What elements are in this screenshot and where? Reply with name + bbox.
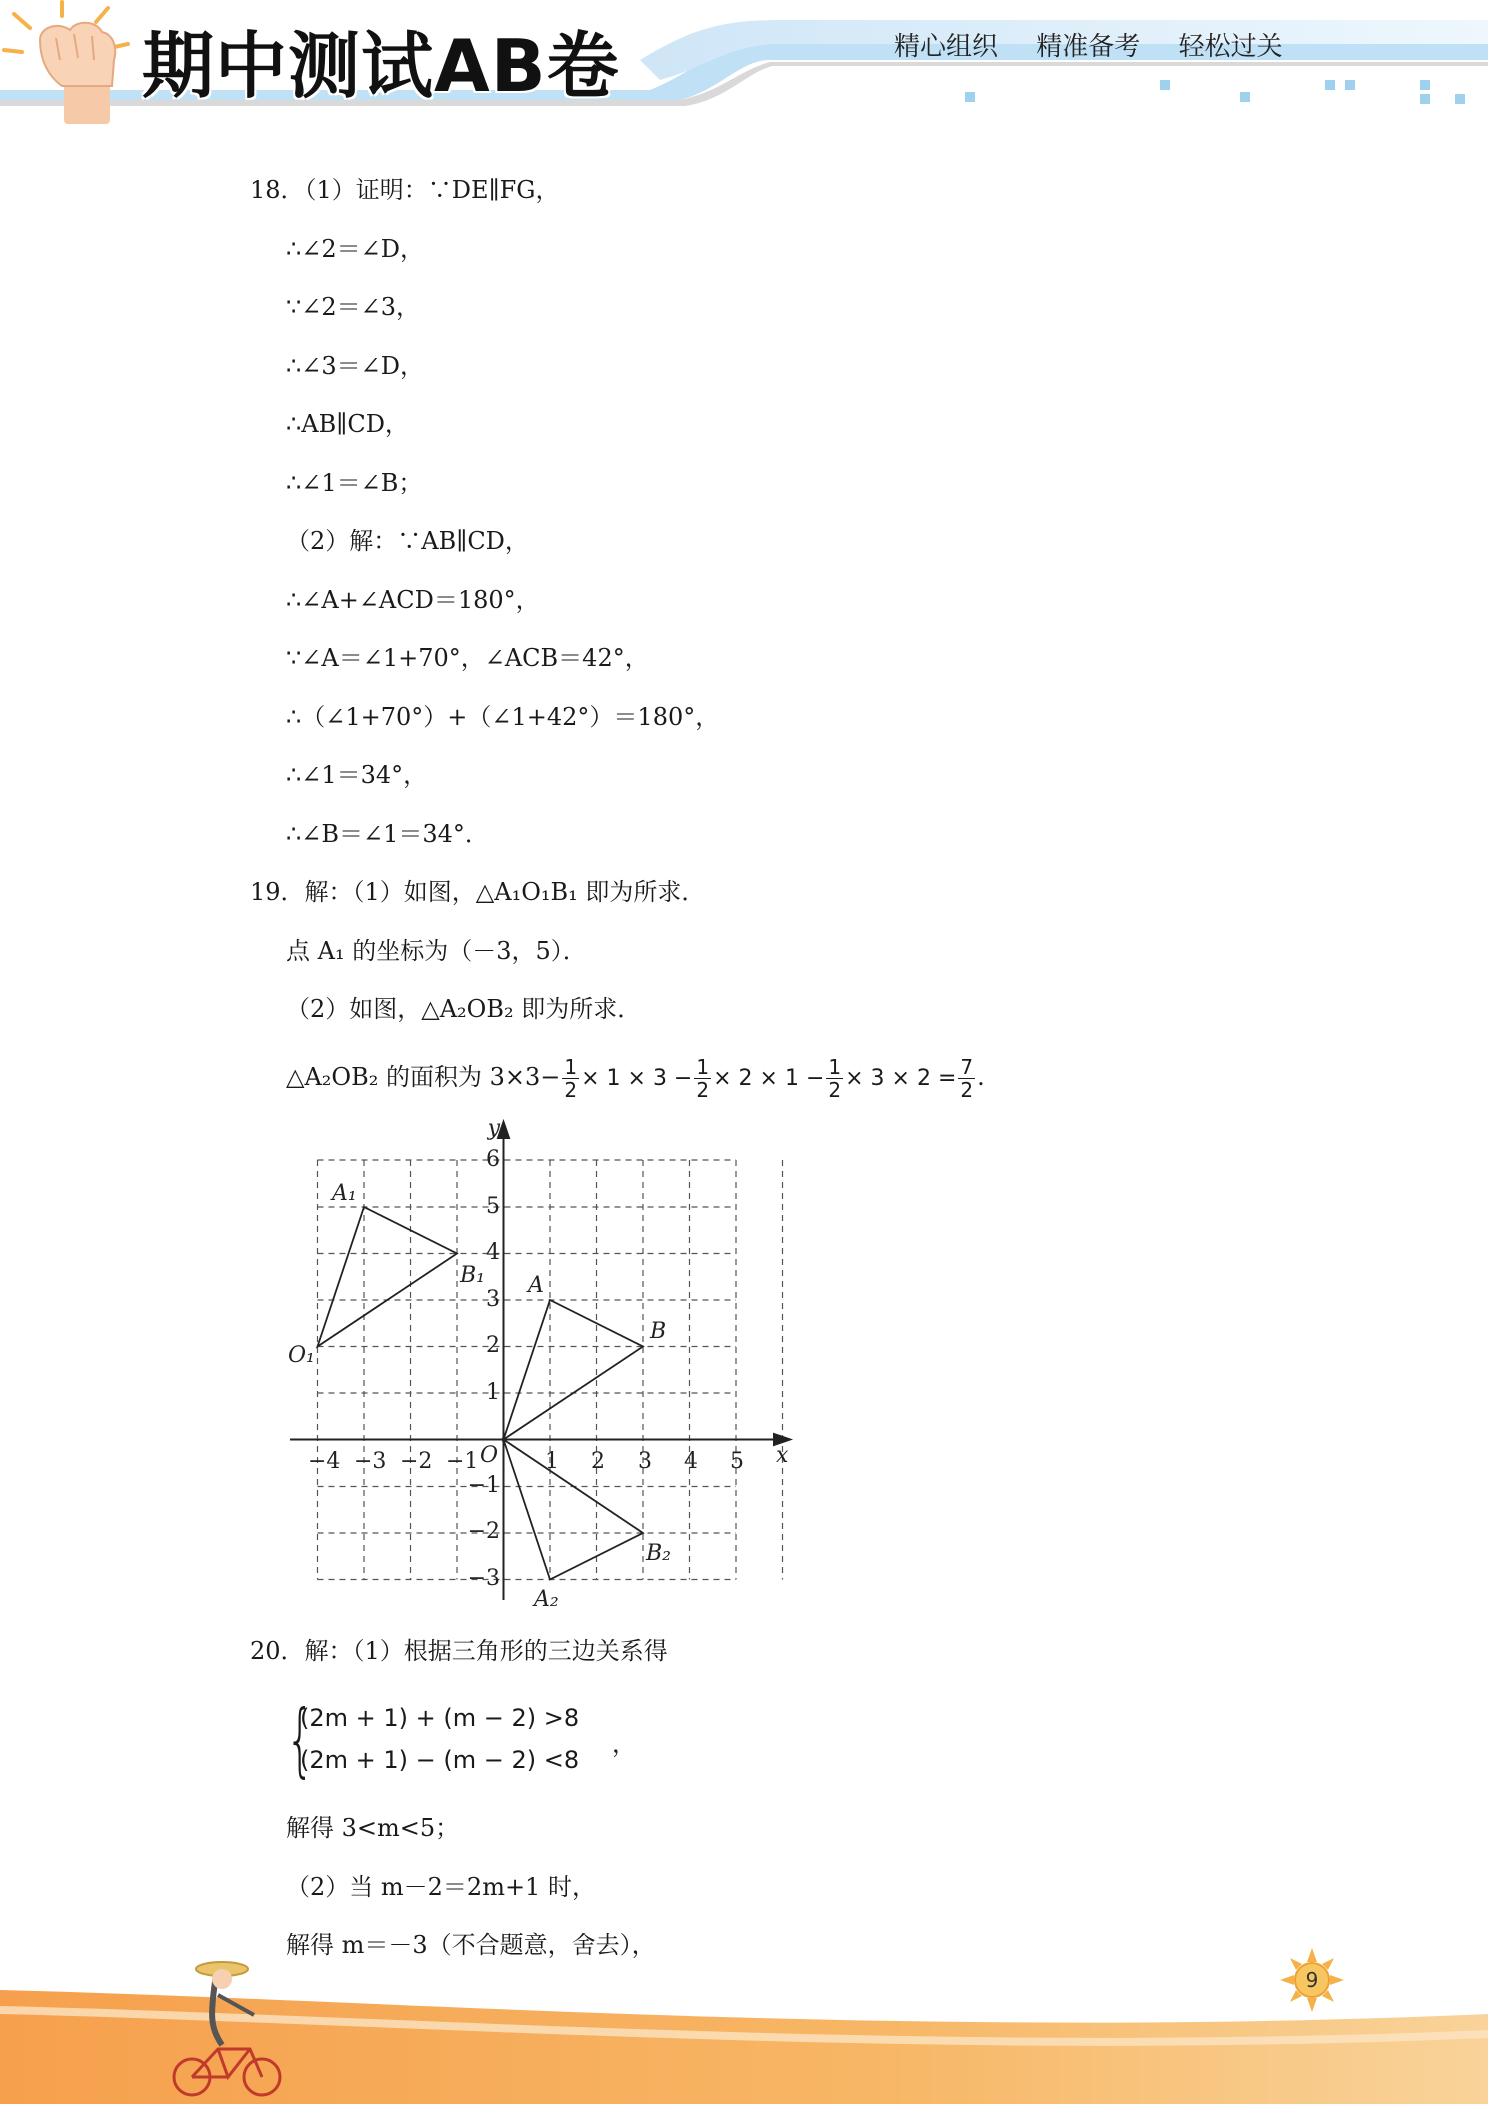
q18-line-1: 18．（1）证明：∵DE∥FG， — [250, 176, 560, 204]
x-tick-label: 5 — [730, 1449, 744, 1474]
q18-line-9: ∵∠A＝∠1+70°，∠ACB＝42°， — [286, 644, 649, 672]
slogan-1: 精心组织 — [894, 32, 999, 62]
fraction-half-1: $\frac{1}{2}$ — [564, 1055, 578, 1102]
brand-title: 期中测试AB卷 — [142, 24, 620, 108]
fraction-half-2: $\frac{1}{2}$ — [696, 1055, 710, 1102]
q19-area-formula — [286, 1056, 985, 1101]
y-tick-label: −2 — [467, 1519, 500, 1544]
y-tick-label: 2 — [486, 1333, 500, 1358]
y-tick-label: −1 — [467, 1473, 500, 1498]
q19-line-1: 19．解：（1）如图，△A₁O₁B₁ 即为所求． — [250, 878, 706, 906]
system-comma: ， — [612, 1730, 636, 1758]
y-tick-label: 1 — [486, 1380, 500, 1405]
inequality-2: (2m + 1) − (m − 2) <8 — [300, 1746, 580, 1774]
grid-lines — [318, 1160, 783, 1580]
q20-line-3: （2）当 m－2＝2m+1 时， — [286, 1873, 596, 1901]
y-tick-labels — [468, 1116, 501, 1591]
area-prefix: △A₂OB₂ 的面积为 3×3− — [286, 1063, 561, 1091]
inequality-1: (2m + 1) + (m − 2) >8 — [300, 1704, 580, 1732]
point-label-a: A — [528, 1273, 544, 1298]
x-tick-labels — [308, 1443, 789, 1474]
x-axis-label: x — [776, 1443, 789, 1468]
x-tick-label: −4 — [308, 1449, 341, 1474]
q18-line-3: ∵∠2＝∠3， — [286, 293, 421, 321]
triangle-a1o1b1 — [318, 1207, 458, 1347]
fraction-result: $\frac{7}{2}$ — [960, 1055, 974, 1102]
brace-symbol: { — [286, 1693, 314, 1786]
q20-line-4: 解得 m＝－3（不合题意，舍去）， — [286, 1931, 656, 1959]
q18-line-4: ∴∠3＝∠D， — [286, 352, 424, 380]
x-tick-label: 2 — [591, 1449, 605, 1474]
point-label-a2: A₂ — [534, 1587, 559, 1612]
q18-line-11: ∴∠1＝34°， — [286, 761, 428, 789]
x-tick-label: −2 — [400, 1449, 433, 1474]
y-tick-label: 3 — [486, 1287, 500, 1312]
point-label-b1: B₁ — [460, 1263, 485, 1288]
slogan-3: 轻松过关 — [1178, 32, 1283, 62]
area-end: . — [977, 1063, 985, 1091]
x-tick-label: 3 — [638, 1449, 652, 1474]
q19-line-2: 点 A₁ 的坐标为（－3，5）． — [286, 937, 587, 965]
q18-line-7: （2）解：∵AB∥CD， — [286, 527, 529, 555]
area-term-3: × 3 × 2 = — [845, 1066, 957, 1091]
q18-line-5: ∴AB∥CD， — [286, 410, 409, 438]
q19-line-3: （2）如图，△A₂OB₂ 即为所求． — [286, 995, 642, 1023]
q18-line-10: ∴（∠1+70°）+（∠1+42°）＝180°， — [286, 703, 720, 731]
y-axis-label: y — [487, 1116, 500, 1141]
axes — [290, 1122, 790, 1600]
q20-line-2: 解得 3<m<5； — [286, 1814, 460, 1842]
origin-label: O — [479, 1443, 498, 1468]
x-tick-label: −3 — [354, 1449, 387, 1474]
point-label-o1: O₁ — [288, 1343, 315, 1368]
coordinate-graph — [270, 1110, 810, 1630]
q20-line-1: 20．解：（1）根据三角形的三边关系得 — [250, 1637, 668, 1665]
triangle-a2ob2 — [504, 1440, 644, 1580]
y-tick-label: 5 — [486, 1194, 500, 1219]
point-label-a1: A₁ — [332, 1181, 357, 1206]
q18-line-12: ∴∠B＝∠1＝34°． — [286, 820, 489, 848]
fraction-half-3: $\frac{1}{2}$ — [828, 1055, 842, 1102]
area-term-1: × 1 × 3 − — [581, 1066, 693, 1091]
y-tick-label: −3 — [467, 1566, 500, 1591]
q18-line-2: ∴∠2＝∠D， — [286, 235, 424, 263]
page-footer-graphic — [0, 1930, 1488, 2104]
page-header — [0, 0, 1488, 130]
x-tick-label: −1 — [446, 1449, 479, 1474]
q18-line-8: ∴∠A+∠ACD＝180°， — [286, 586, 540, 614]
area-term-2: × 2 × 1 − — [713, 1066, 825, 1091]
slogan-2: 精准备考 — [1036, 32, 1141, 62]
page-number: 9 — [1305, 1968, 1319, 1992]
y-tick-label: 4 — [486, 1240, 500, 1265]
x-tick-label: 4 — [684, 1449, 698, 1474]
point-label-b2: B₂ — [646, 1541, 671, 1566]
point-label-b: B — [650, 1319, 667, 1344]
triangle-aob — [504, 1300, 644, 1440]
x-tick-label: 1 — [545, 1449, 559, 1474]
header-slogans — [894, 26, 1313, 63]
q18-line-6: ∴∠1＝∠B； — [286, 469, 423, 497]
y-tick-label: 6 — [486, 1147, 500, 1172]
